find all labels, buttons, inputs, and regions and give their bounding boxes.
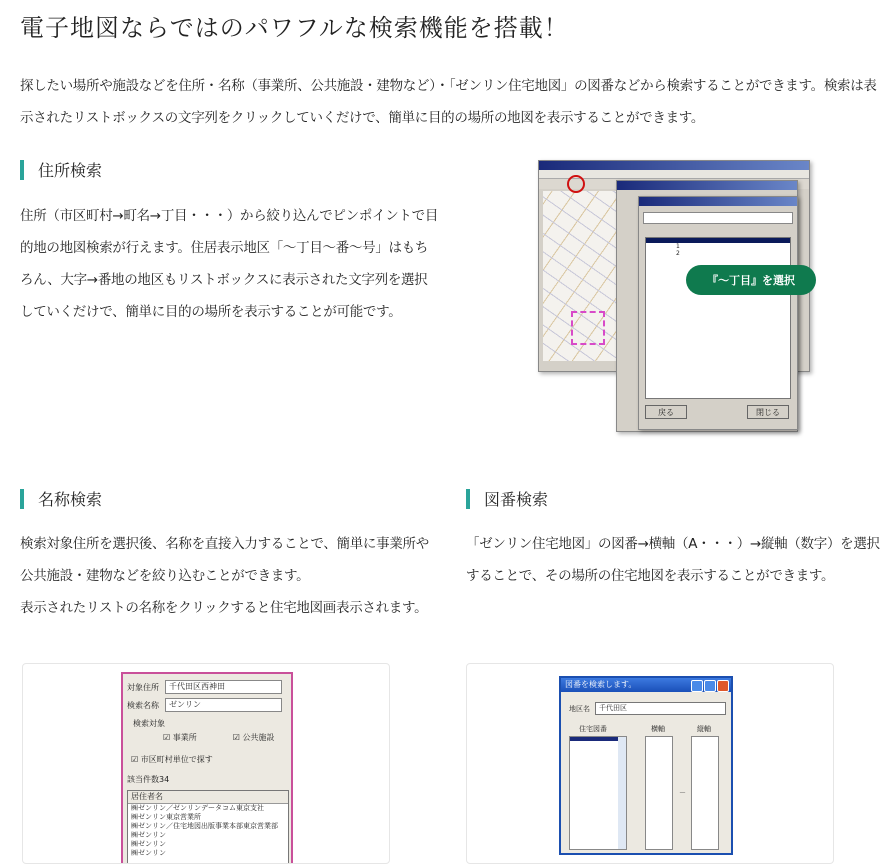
section-heading-label: 住所検索 (38, 161, 103, 180)
back-button[interactable]: 戻る (645, 405, 687, 419)
name-search-description (20, 528, 440, 624)
table-row[interactable]: ㈱ゼンリン (131, 840, 166, 848)
accent-bar (20, 160, 24, 180)
close-icon[interactable] (717, 680, 729, 692)
map-number-search-description: 「ゼンリン住宅地図」の図番→横軸（A・・・）→縦軸（数字）を選択することで、その場所の住宅地図を表示することができます。 (466, 536, 880, 584)
map-view (543, 191, 618, 361)
section-heading-name (20, 487, 102, 510)
name-search-screenshot-card (22, 663, 390, 864)
callout-badge: 『～丁目』を選択 (686, 265, 816, 295)
close-button[interactable]: 閉じる (747, 405, 789, 419)
column-label: 住宅図番 (579, 725, 607, 733)
list-item[interactable]: 1 (676, 243, 680, 250)
map-number-screenshot-card (466, 663, 834, 864)
minimize-icon[interactable] (691, 680, 703, 692)
results-list[interactable] (127, 790, 289, 864)
section-heading-address (20, 158, 102, 181)
list-item[interactable]: 2 (676, 250, 680, 257)
description-line: 表示されたリストの名称をクリックすると住宅地図画表示されます。 (20, 600, 428, 616)
search-tool-highlight-icon (567, 175, 585, 193)
column-label: 縦軸 (697, 725, 711, 733)
target-address-field[interactable]: 千代田区西神田 (165, 680, 282, 694)
dialog-titlebar: 図番を検索します。 (561, 678, 731, 692)
accent-bar (466, 489, 470, 509)
address-listbox[interactable] (645, 237, 791, 399)
map-number-dialog: 図番を検索します。 地区名 千代田区 住宅図番 横軸 縦軸 － (559, 676, 733, 855)
field-label: 検索対象 (133, 719, 165, 728)
table-row[interactable]: ㈱ゼンリン／ゼンリンデータコム東京支社 (131, 804, 264, 812)
address-search-screenshot (538, 160, 818, 430)
result-count: 該当件数34 (127, 775, 170, 784)
section-heading-label: 名称検索 (38, 490, 103, 509)
search-dialog-front (638, 196, 798, 430)
checkbox-business[interactable]: ☑ 事業所 (163, 733, 197, 742)
page-title: 電子地図ならではのパワフルな検索機能を搭載！ (20, 14, 569, 42)
intro-text: 探したい場所や施設などを住所・名称（事業所、公共施設・建物など）・「ゼンリン住宅地図」の図番などから検索することができます。検索は表示されたリストボックスの文字列をクリックしていくだけで、簡単に目的の場所の地図を表示することができます。 (20, 78, 877, 126)
checkbox-city[interactable]: ☑ 市区町村単位で探す (131, 755, 213, 764)
area-select[interactable]: 千代田区 (595, 702, 726, 715)
table-row[interactable]: ㈱ゼンリン (131, 849, 166, 857)
table-row[interactable]: ㈱ゼンリン (131, 831, 166, 839)
field-label: 対象住所 (127, 682, 159, 692)
column-label: 横軸 (651, 725, 665, 733)
scrollbar[interactable] (618, 737, 626, 849)
description-line: 検索対象住所を選択後、名称を直接入力することで、簡単に事業所や公共施設・建物などを絞り込むことができます。 (20, 536, 429, 584)
maximize-icon[interactable] (704, 680, 716, 692)
table-row[interactable]: ㈱ゼンリン東京営業所 (131, 813, 201, 821)
name-search-dialog (121, 672, 293, 864)
column-header[interactable]: 居住者名 (128, 791, 288, 804)
accent-bar (20, 489, 24, 509)
field-label: 地区名 (569, 705, 590, 713)
search-name-field[interactable]: ゼンリン (165, 698, 282, 712)
checkbox-public[interactable]: ☑ 公共施設 (232, 733, 275, 742)
field-label: 検索名称 (127, 700, 159, 710)
horizontal-axis-listbox[interactable] (645, 736, 673, 850)
section-heading-map-number (466, 487, 548, 510)
vertical-axis-listbox[interactable] (691, 736, 719, 850)
table-row[interactable]: ㈱ゼンリン／住宅地図出版事業本部東京営業部 (131, 822, 278, 830)
page-number-listbox[interactable] (569, 736, 627, 850)
section-heading-label: 図番検索 (484, 490, 549, 509)
address-search-description: 住所（市区町村→町名→丁目・・・）から絞り込んでピンポイントで目的地の地図検索が行えます。住居表示地区「～丁目～番～号」はもちろん、大字→番地の地区もリストボックスに表示された文字列を選択していくだけで、簡単に目的の場所を表示することが可能です。 (20, 208, 439, 320)
